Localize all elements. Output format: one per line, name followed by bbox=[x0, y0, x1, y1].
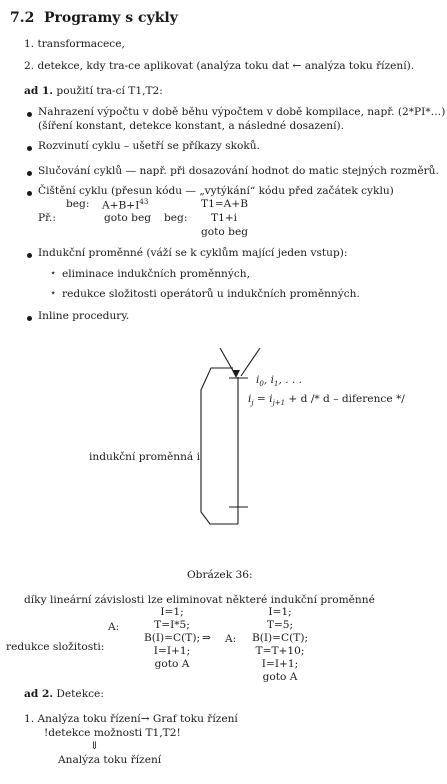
star-marker: ⋆ bbox=[50, 268, 57, 279]
induction-values bbox=[256, 374, 302, 388]
reduction-left-a: A: bbox=[108, 621, 120, 633]
code-line: I=I+1; bbox=[261, 658, 299, 670]
code-line: goto A bbox=[262, 671, 298, 683]
ad1-text: použití tra-cí T1,T2: bbox=[56, 85, 163, 97]
bullet-5: Indukční proměnné (váží se k cyklům mající jeden vstup): bbox=[38, 247, 348, 259]
reduction-intro: díky lineární závislosti lze eliminovat některé indukční proměnné bbox=[24, 594, 375, 606]
enum1-item-2: 2. detekce, kdy tra-ce aplikovat (analýza toku dat ← analýza toku řízení). bbox=[24, 60, 415, 72]
enum1-item-1: 1. transformacece, bbox=[24, 38, 125, 50]
induction-variable-label: indukční proměnná i bbox=[89, 451, 201, 463]
code-line: I=1; bbox=[160, 606, 184, 618]
code-line: goto A bbox=[154, 658, 190, 670]
eq-i: i bbox=[248, 393, 252, 405]
example-goto-1: goto beg bbox=[104, 212, 151, 224]
example-pr: Př.: bbox=[38, 212, 56, 224]
reduction-left-code bbox=[132, 606, 212, 671]
example-exponent: 43 bbox=[139, 198, 149, 206]
code-line: T=T+10; bbox=[255, 645, 305, 657]
bullet-6: Inline procedury. bbox=[38, 310, 130, 322]
ad2-line bbox=[24, 688, 104, 700]
reduction-right-code bbox=[240, 606, 320, 684]
bullet-3: Slučování cyklů — např. při dosazování hodnot do matic stejných rozměrů. bbox=[38, 165, 439, 177]
bullet-4: Čištění cyklu (přesun kódu — „vytýkání“ kódu před začátek cyklu) bbox=[38, 185, 394, 197]
i0-sub: 0 bbox=[259, 380, 264, 389]
ad2-text: Detekce: bbox=[56, 688, 104, 700]
i0-symbol: i bbox=[256, 374, 260, 386]
enum2-last: Analýza toku řízení bbox=[58, 754, 162, 766]
subitem-2: redukce složitosti operátorů u indukčních proměnných. bbox=[62, 288, 360, 300]
induction-equation bbox=[248, 393, 405, 407]
example-expr-text: A+B+I bbox=[102, 199, 140, 212]
arrowhead bbox=[232, 370, 240, 378]
enum2-detect: !detekce možnosti T1,T2! bbox=[44, 727, 181, 739]
figure-caption: Obrázek 36: bbox=[187, 569, 253, 581]
star-marker: ⋆ bbox=[50, 288, 57, 299]
example-beg-1: beg: bbox=[66, 198, 90, 210]
ad2-label: ad 2. bbox=[24, 688, 54, 700]
loop-back-path bbox=[201, 368, 238, 524]
enum2-arrow: ⇓ bbox=[90, 740, 99, 752]
code-line: B(I)=C(T); bbox=[251, 632, 309, 644]
enum2-item-1: 1. Analýza toku řízení→ Graf toku řízení bbox=[24, 713, 238, 725]
section-title: Programy s cykly bbox=[44, 10, 178, 26]
subitem-1: eliminace indukčních proměnných, bbox=[62, 268, 250, 280]
reduction-label: redukce složitosti: bbox=[6, 641, 105, 653]
example-t1i: T1+i bbox=[211, 212, 238, 224]
eq-tail: + d /* d – diference */ bbox=[285, 393, 405, 405]
code-line: T=I*5; bbox=[154, 619, 190, 631]
code-line: I=1; bbox=[268, 606, 292, 618]
code-line: T=5; bbox=[266, 619, 294, 631]
eq-j: j bbox=[251, 399, 254, 408]
section-number: 7.2 bbox=[10, 10, 35, 26]
example-beg-2: beg: bbox=[164, 212, 188, 224]
ellipsis: , . . . bbox=[278, 374, 303, 386]
bullet-1-line-1: Nahrazení výpočtu v době běhu výpočtem v době kompilace, např. (2*PI*…) bbox=[38, 106, 446, 118]
reduction-right-a: A: bbox=[225, 633, 237, 645]
incoming-arrow-right bbox=[241, 348, 260, 376]
i1-symbol: , i bbox=[263, 374, 274, 386]
example-t1: T1=A+B bbox=[201, 198, 248, 210]
ad1-label: ad 1. bbox=[24, 85, 54, 97]
bullet-2: Rozvinutí cyklu – ušetří se příkazy skoků. bbox=[38, 140, 260, 152]
code-line: B(I)=C(T); bbox=[143, 632, 201, 644]
eq-mid: = i bbox=[253, 393, 273, 405]
transform-arrow: ⇒ bbox=[202, 632, 211, 644]
bullet-1-line-2: (šíření konstant, detekce konstant, a následné dosazení). bbox=[38, 120, 344, 132]
example-goto-2: goto beg bbox=[201, 226, 248, 238]
code-line: I=I+1; bbox=[153, 645, 191, 657]
i1-sub: 1 bbox=[273, 380, 279, 389]
eq-sub: j+1 bbox=[272, 399, 286, 408]
